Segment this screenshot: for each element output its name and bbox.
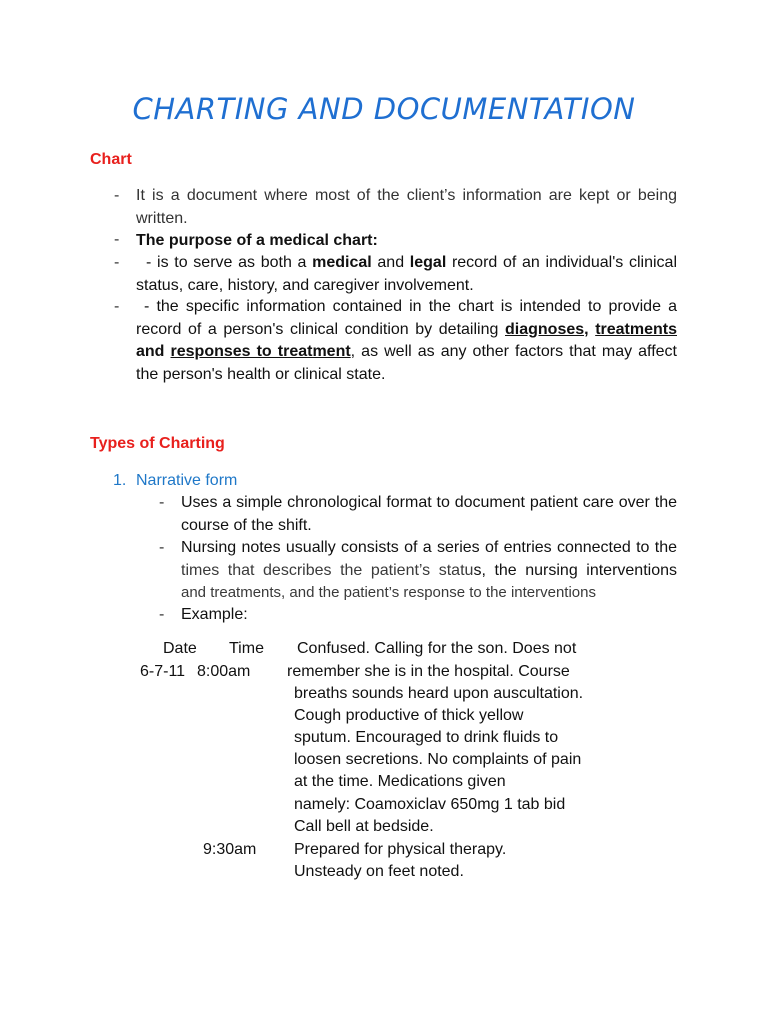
- nursing-notes-text: Nursing notes usually consists of a series of entries connected to the times that describes the patient’s status, the nursing interventions and treatments, and the patient’s response to the interventions: [181, 539, 678, 601]
- purpose-medical-legal-text: - is to serve as both a medical and legal record of an individual's clinical status, care, history, and caregiver involvement.: [136, 254, 677, 294]
- note-line: loosen secretions. No complaints of pain: [294, 751, 582, 768]
- example-label: Example:: [181, 606, 248, 623]
- note-line: Prepared for physical therapy.: [294, 841, 507, 858]
- purpose-record-text: - the specific information contained in the chart is intended to provide a record of a person's clinical condition by detailing diagnoses, treatments and responses to treatment, as well as any other factors that may affect the person's health or clinical state.: [136, 298, 677, 383]
- bullet-marker: -: [159, 539, 165, 556]
- chart-heading: Chart: [90, 151, 132, 168]
- note-line: Cough productive of thick yellow: [294, 707, 524, 724]
- time-column-header: Time: [229, 640, 264, 657]
- bullet-marker: -: [114, 254, 120, 271]
- chart-definition-text: It is a document where most of the client’s information are kept or being written.: [136, 187, 677, 227]
- note-line: Call bell at bedside.: [294, 818, 434, 835]
- narrative-desc-text: Uses a simple chronological format to document patient care over the course of the shift.: [181, 494, 677, 534]
- note-time: 9:30am: [203, 841, 257, 858]
- purpose-heading-text: The purpose of a medical chart:: [136, 232, 378, 249]
- narrative-form-label: Narrative form: [136, 472, 238, 489]
- note-line: remember she is in the hospital. Course: [287, 663, 570, 680]
- note-date: 6-7-11: [140, 663, 186, 680]
- note-line: sputum. Encouraged to drink fluids to: [294, 729, 559, 746]
- note-line: Unsteady on feet noted.: [294, 863, 464, 880]
- note-line: at the time. Medications given: [294, 773, 506, 790]
- list-number: 1.: [113, 472, 127, 489]
- bullet-marker: -: [159, 606, 165, 623]
- medical-keyword: medical: [312, 254, 372, 271]
- diagnoses-keyword: diagnoses,: [505, 320, 589, 338]
- responses-keyword: responses to treatment: [170, 343, 351, 360]
- date-column-header: Date: [163, 640, 197, 657]
- note-line: namely: Coamoxiclav 650mg 1 tab bid: [294, 796, 566, 813]
- note-time: 8:00am: [197, 663, 251, 680]
- note-line: Confused. Calling for the son. Does not: [297, 640, 577, 657]
- types-heading: Types of Charting: [90, 435, 225, 452]
- legal-keyword: legal: [409, 254, 447, 271]
- note-line: breaths sounds heard upon auscultation.: [294, 685, 584, 702]
- bullet-marker: -: [159, 494, 165, 511]
- bullet-marker: -: [114, 231, 120, 248]
- document-title: CHARTING AND DOCUMENTATION: [132, 92, 636, 126]
- treatments-keyword: treatments: [595, 320, 677, 338]
- bullet-marker: -: [114, 298, 120, 315]
- bullet-marker: -: [114, 187, 120, 204]
